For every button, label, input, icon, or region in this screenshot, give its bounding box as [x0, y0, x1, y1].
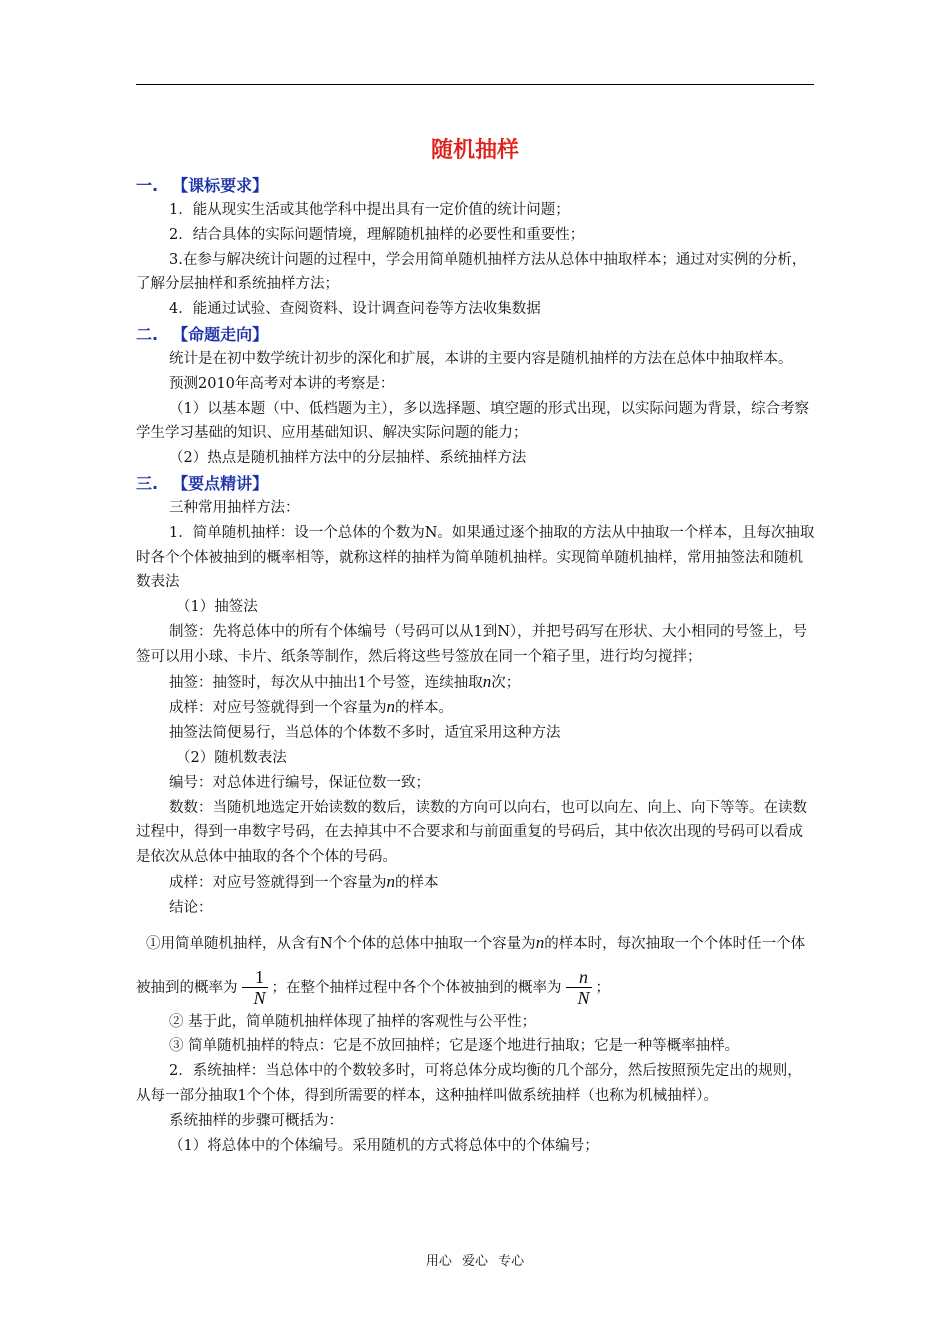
document-body: [136, 173, 816, 1158]
paragraph: 数数：当随机地选定开始读数的数后，读数的方向可以向右，也可以向左、向上、向下等等。在读数过程中，得到一串数字号码，在去掉其中不合要求和与前面重复的号码后，其中依次出现的号码可以看成是依次从总体中抽取的各个个体的号码。: [136, 799, 807, 866]
text-run: 成样：对应号签就得到一个容量为: [169, 700, 387, 717]
variable-n: n: [535, 932, 545, 952]
text-run: 成样：对应号签就得到一个容量为: [169, 874, 387, 891]
paragraph: 系统抽样的步骤可概括为：: [169, 1112, 343, 1129]
paragraph: 抽签法简便易行，当总体的个体数不多时，适宜采用这种方法: [169, 725, 561, 742]
paragraph: [136, 670, 816, 696]
text-run: ；在整个抽样过程中各个个体被抽到的概率为: [271, 979, 562, 996]
paragraph: 结论：: [169, 899, 213, 916]
text-run: ①用简单随机抽样，从含有N个个体的总体中抽取一个容量为: [146, 935, 536, 952]
paragraph: 制签：先将总体中的所有个体编号（号码可以从1到N），并把号码写在形状、大小相同的号签上，号签可以用小球、卡片、纸条等制作，然后将这些号签放在同一个箱子里，进行均匀搅拌；: [136, 623, 808, 665]
paragraph: （2）热点是随机抽样方法中的分层抽样、系统抽样方法: [169, 450, 527, 467]
variable-n: n: [386, 871, 395, 891]
section-heading-1: [136, 173, 816, 198]
fraction-denominator: N: [253, 988, 266, 1009]
fraction-numerator: 1: [242, 967, 268, 988]
section-number: 二.: [136, 324, 159, 344]
fraction-denominator: N: [577, 988, 590, 1009]
text-run: 的样本时，每次抽取一个个体时任一个体被抽到的概率为: [136, 935, 806, 996]
paragraph: 4．能通过试验、查阅资料、设计调查问卷等方法收集数据: [169, 301, 541, 318]
paragraph: （2）随机数表法: [176, 749, 287, 766]
paragraph: 2．系统抽样：当总体中的个数较多时，可将总体分成均衡的几个部分，然后按照预先定出的规则，从每一部分抽取1个个体，得到所需要的样本，这种抽样叫做系统抽样（也称为机械抽样）。: [136, 1063, 802, 1104]
fraction-1-over-n: [242, 967, 268, 1008]
section-title: 【命题走向】: [172, 324, 269, 344]
text-run: ；: [595, 979, 611, 996]
variable-n: n: [386, 697, 395, 717]
paragraph: [136, 921, 816, 1010]
paragraph: 预测2010年高考对本讲的考察是：: [169, 375, 395, 392]
paragraph: 1．能从现实生活或其他学科中提出具有一定价值的统计问题；: [169, 202, 570, 218]
page-footer: 用心 爱心 专心: [425, 1254, 525, 1269]
paragraph: 统计是在初中数学统计初步的深化和扩展，本讲的主要内容是随机抽样的方法在总体中抽取样本。: [169, 350, 793, 367]
paragraph: 2．结合具体的实际问题情境，理解随机抽样的必要性和重要性；: [169, 226, 585, 243]
section-heading-2: [136, 322, 816, 347]
paragraph: 3.在参与解决统计问题的过程中，学会用简单随机抽样方法从总体中抽取样本；通过对实例的分析，了解分层抽样和系统抽样方法；: [136, 251, 807, 293]
fraction-n-over-n: [566, 967, 592, 1008]
paragraph: 三种常用抽样方法：: [169, 499, 300, 516]
page-title: 随机抽样: [430, 138, 519, 163]
paragraph: [136, 870, 816, 896]
paragraph: ② 基于此，简单随机抽样体现了抽样的客观性与公平性；: [169, 1013, 537, 1030]
text-run: 抽签：抽签时，每次从中抽出1个号签，连续抽取: [169, 674, 483, 691]
variable-n: n: [482, 671, 492, 691]
section-title: 【要点精讲】: [172, 473, 269, 493]
section-number: 三.: [136, 473, 159, 493]
section-number: 一.: [136, 176, 159, 195]
paragraph: ③ 简单随机抽样的特点：它是不放回抽样；它是逐个地进行抽取；它是一种等概率抽样。: [169, 1038, 740, 1055]
fraction-numerator: n: [566, 967, 592, 988]
text-run: 的样本: [395, 874, 439, 891]
paragraph: （1）将总体中的个体编号。采用随机的方式将总体中的个体编号；: [169, 1137, 599, 1154]
section-title: 【课标要求】: [172, 176, 269, 195]
paragraph: （1）以基本题（中、低档题为主），多以选择题、填空题的形式出现，以实际问题为背景，综合考察学生学习基础的知识、应用基础知识、解决实际问题的能力；: [136, 400, 809, 442]
paragraph: [136, 695, 816, 721]
paragraph: 编号：对总体进行编号，保证位数一致；: [169, 774, 430, 791]
paragraph: （1）抽签法: [176, 599, 258, 616]
text-run: 的样本。: [395, 700, 453, 717]
header-rule: [136, 84, 814, 85]
text-run: 次；: [491, 674, 521, 691]
section-heading-3: [136, 471, 816, 496]
paragraph: 1．简单随机抽样：设一个总体的个数为N。如果通过逐个抽取的方法从中抽取一个样本，且每次抽取时各个个体被抽到的概率相等，就称这样的抽样为简单随机抽样。实现简单随机抽样，常用抽签法和随机数表法: [136, 524, 815, 591]
